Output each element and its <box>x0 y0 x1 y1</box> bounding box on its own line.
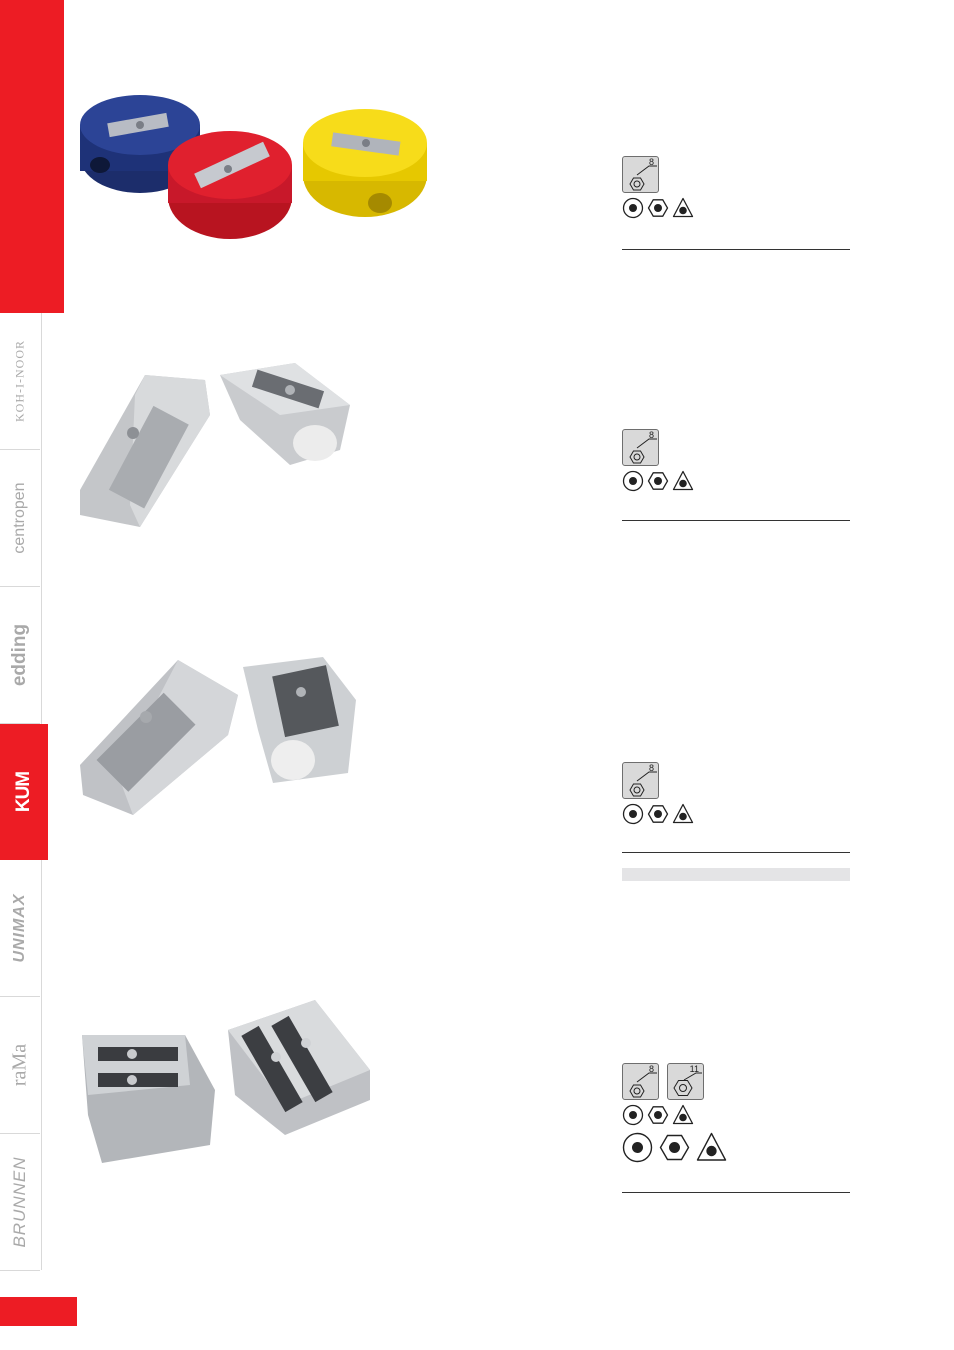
size-badge <box>622 156 659 193</box>
triangular-pencil-icon <box>672 1104 694 1126</box>
pencil-shape-row <box>622 470 850 492</box>
size-number: 8 <box>648 157 654 167</box>
hexagonal-pencil-icon <box>647 1104 669 1126</box>
size-badge <box>622 1063 659 1100</box>
spec-block-1 <box>622 156 850 219</box>
bottom-red-band <box>0 1297 77 1326</box>
hexagon-pencil-icon <box>623 763 660 800</box>
hexagon-pencil-icon <box>623 157 660 194</box>
hexagon-pencil-icon <box>623 430 660 467</box>
hexagonal-pencil-icon <box>647 197 669 219</box>
size-badge <box>622 762 659 799</box>
size-badge <box>667 1063 704 1100</box>
size-number: 8 <box>648 430 654 440</box>
top-red-band <box>0 0 64 313</box>
pencil-shape-row <box>622 1104 850 1126</box>
tab-rama[interactable] <box>0 997 40 1134</box>
size-number: 8 <box>648 1064 654 1074</box>
tab-label: centropen <box>11 482 28 554</box>
tab-kum[interactable] <box>0 724 48 860</box>
tab-label: raMa <box>8 1043 31 1087</box>
triangular-pencil-icon <box>696 1132 727 1163</box>
ribbed-sharpeners-image <box>78 655 368 820</box>
triangular-pencil-icon <box>672 197 694 219</box>
hexagonal-pencil-icon <box>659 1132 690 1163</box>
round-pencil-icon <box>622 1132 653 1163</box>
brand-sidebar <box>0 313 42 1270</box>
tab-label: edding <box>9 623 30 687</box>
round-pencil-icon <box>622 470 644 492</box>
spec-block-4 <box>622 1063 850 1163</box>
tab-brunnen[interactable] <box>0 1134 40 1271</box>
round-sharpeners-image <box>70 85 430 270</box>
pencil-shape-row <box>622 197 850 219</box>
round-pencil-icon <box>622 803 644 825</box>
round-pencil-icon <box>622 197 644 219</box>
spec-block-3 <box>622 762 850 825</box>
hexagon-pencil-icon <box>623 1064 660 1101</box>
divider <box>622 1192 850 1193</box>
triangular-pencil-icon <box>672 470 694 492</box>
wedge-sharpeners-image <box>75 355 365 535</box>
round-pencil-icon <box>622 1104 644 1126</box>
tab-unimax[interactable] <box>0 860 40 997</box>
size-badge <box>622 429 659 466</box>
hexagon-pencil-icon <box>668 1064 705 1101</box>
grey-highlight-bar <box>622 868 850 881</box>
divider <box>622 249 850 250</box>
tab-koh-i-noor[interactable] <box>0 313 40 450</box>
tab-centropen[interactable] <box>0 450 40 587</box>
tab-edding[interactable] <box>0 587 40 724</box>
spec-block-2 <box>622 429 850 492</box>
hexagonal-pencil-icon <box>647 470 669 492</box>
tab-label: UNIMAX <box>11 893 28 963</box>
divider <box>622 852 850 853</box>
hexagonal-pencil-icon <box>647 803 669 825</box>
divider <box>622 520 850 521</box>
size-number: 8 <box>648 763 654 773</box>
tab-label: KUM <box>13 771 34 813</box>
pencil-shape-row <box>622 803 850 825</box>
double-sharpeners-image <box>80 995 375 1165</box>
tab-label: BRUNNEN <box>10 1156 29 1248</box>
pencil-shape-row-large <box>622 1132 850 1163</box>
tab-label: KOH-I-NOOR <box>12 340 27 422</box>
size-number: 11 <box>689 1064 699 1074</box>
triangular-pencil-icon <box>672 803 694 825</box>
